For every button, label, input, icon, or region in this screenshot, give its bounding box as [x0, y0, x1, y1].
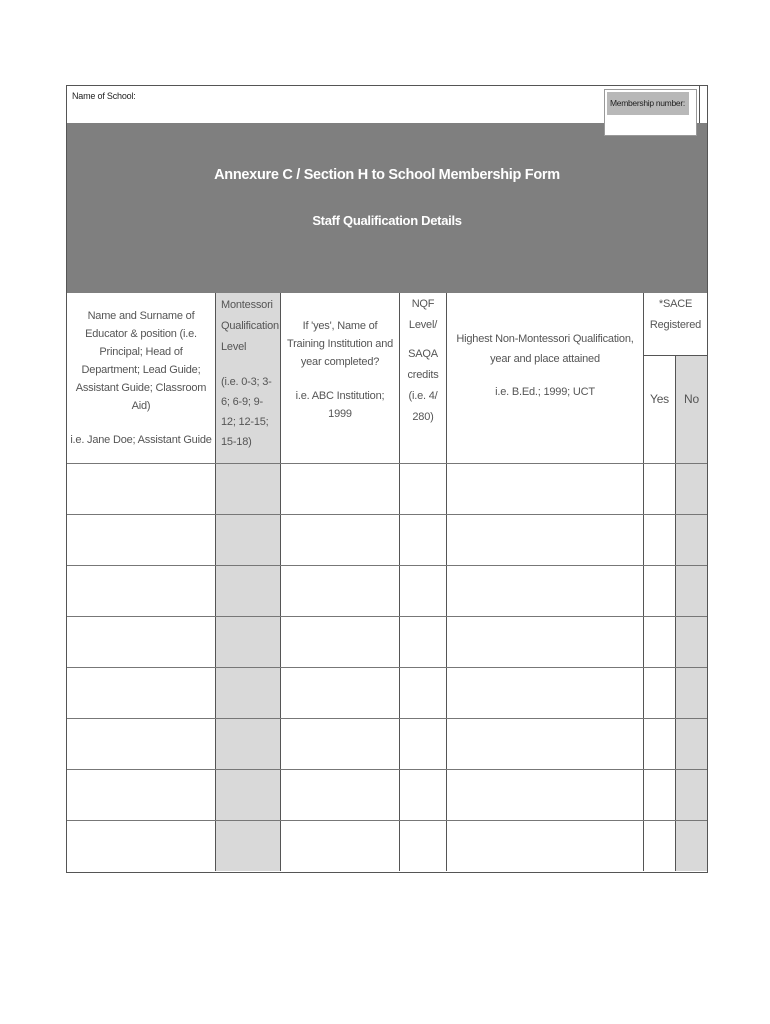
- cell-sace-yes[interactable]: [644, 515, 676, 565]
- cell-montessori-level[interactable]: [216, 770, 281, 820]
- header-sace-yes: [644, 356, 676, 463]
- header-training-institution-text: If 'yes', Name of Training Institution and year completed?: [286, 320, 394, 368]
- cell-highest-qualification[interactable]: [447, 821, 644, 871]
- cell-nqf-level[interactable]: [400, 617, 447, 667]
- cell-training-institution[interactable]: [281, 617, 400, 667]
- header-sace-registered: [644, 293, 707, 463]
- table-row: [67, 514, 707, 565]
- cell-nqf-level[interactable]: [400, 668, 447, 718]
- header-highest-qualification-text: Highest Non-Montessori Qualification, year and place attained: [456, 333, 634, 365]
- table-row: [67, 616, 707, 667]
- cell-training-institution[interactable]: [281, 770, 400, 820]
- cell-sace-yes[interactable]: [644, 566, 676, 616]
- cell-educator-name[interactable]: [67, 617, 216, 667]
- header-educator-name-example: i.e. Jane Doe; Assistant Guide: [70, 434, 212, 446]
- table-row: [67, 769, 707, 820]
- header-nqf-level: [400, 293, 447, 463]
- header-nqf-level-example: SAQA credits (i.e. 4/ 280): [407, 348, 439, 423]
- cell-sace-no[interactable]: [676, 515, 707, 565]
- cell-sace-yes[interactable]: [644, 770, 676, 820]
- school-name-label: Name of School:: [72, 91, 136, 101]
- header-sace-title: [644, 293, 707, 356]
- topbar-divider: [699, 86, 700, 123]
- cell-sace-yes[interactable]: [644, 464, 676, 514]
- cell-educator-name[interactable]: [67, 515, 216, 565]
- cell-highest-qualification[interactable]: [447, 719, 644, 769]
- cell-sace-no[interactable]: [676, 566, 707, 616]
- membership-number-label: Membership number:: [607, 92, 689, 115]
- cell-nqf-level[interactable]: [400, 821, 447, 871]
- header-highest-qualification-example: i.e. B.Ed.; 1999; UCT: [495, 386, 595, 398]
- cell-educator-name[interactable]: [67, 770, 216, 820]
- cell-nqf-level[interactable]: [400, 515, 447, 565]
- cell-sace-yes[interactable]: [644, 617, 676, 667]
- cell-nqf-level[interactable]: [400, 719, 447, 769]
- header-training-institution-example: i.e. ABC Institution; 1999: [295, 390, 385, 420]
- cell-sace-yes[interactable]: [644, 821, 676, 871]
- cell-montessori-level[interactable]: [216, 566, 281, 616]
- cell-sace-no[interactable]: [676, 770, 707, 820]
- cell-sace-no[interactable]: [676, 617, 707, 667]
- cell-highest-qualification[interactable]: [447, 617, 644, 667]
- header-montessori-level: [216, 293, 281, 463]
- cell-sace-yes[interactable]: [644, 668, 676, 718]
- table-row: [67, 565, 707, 616]
- header-montessori-level-text: Montessori Qualification Level: [221, 299, 279, 353]
- cell-highest-qualification[interactable]: [447, 770, 644, 820]
- form-banner: [67, 123, 707, 293]
- cell-educator-name[interactable]: [67, 719, 216, 769]
- header-montessori-level-example: (i.e. 0-3; 3-6; 6-9; 9-12; 12-15; 15-18): [221, 376, 272, 448]
- form-subtitle: Staff Qualification Details: [312, 213, 462, 228]
- cell-montessori-level[interactable]: [216, 668, 281, 718]
- header-sace-yes-text: Yes: [650, 392, 669, 406]
- cell-highest-qualification[interactable]: [447, 515, 644, 565]
- table-row: [67, 820, 707, 871]
- table-row: [67, 718, 707, 769]
- cell-highest-qualification[interactable]: [447, 464, 644, 514]
- cell-montessori-level[interactable]: [216, 515, 281, 565]
- table-row: [67, 667, 707, 718]
- header-educator-name: [67, 293, 216, 463]
- cell-montessori-level[interactable]: [216, 821, 281, 871]
- cell-educator-name[interactable]: [67, 821, 216, 871]
- cell-nqf-level[interactable]: [400, 464, 447, 514]
- membership-number-box[interactable]: [604, 89, 697, 136]
- cell-montessori-level[interactable]: [216, 464, 281, 514]
- cell-training-institution[interactable]: [281, 719, 400, 769]
- cell-highest-qualification[interactable]: [447, 668, 644, 718]
- header-educator-name-text: Name and Surname of Educator & position (i.e. Principal; Head of Department; Lead Guide; Assistant Guide; Classroom Aid): [75, 310, 207, 412]
- cell-educator-name[interactable]: [67, 668, 216, 718]
- header-sace-title-text: *SACE Registered: [649, 298, 702, 331]
- cell-sace-no[interactable]: [676, 464, 707, 514]
- cell-sace-no[interactable]: [676, 821, 707, 871]
- cell-educator-name[interactable]: [67, 566, 216, 616]
- cell-educator-name[interactable]: [67, 464, 216, 514]
- form-title: Annexure C / Section H to School Membership Form: [214, 167, 560, 183]
- header-highest-qualification: [447, 293, 644, 463]
- cell-training-institution[interactable]: [281, 566, 400, 616]
- cell-nqf-level[interactable]: [400, 566, 447, 616]
- table-row: [67, 463, 707, 514]
- header-training-institution: [281, 293, 400, 463]
- cell-highest-qualification[interactable]: [447, 566, 644, 616]
- cell-sace-yes[interactable]: [644, 719, 676, 769]
- cell-training-institution[interactable]: [281, 464, 400, 514]
- header-sace-no-text: No: [684, 392, 699, 406]
- cell-training-institution[interactable]: [281, 821, 400, 871]
- cell-sace-no[interactable]: [676, 668, 707, 718]
- cell-montessori-level[interactable]: [216, 617, 281, 667]
- header-sace-no: [676, 356, 707, 463]
- header-nqf-level-text: NQF Level/: [408, 298, 438, 331]
- cell-montessori-level[interactable]: [216, 719, 281, 769]
- cell-training-institution[interactable]: [281, 668, 400, 718]
- cell-nqf-level[interactable]: [400, 770, 447, 820]
- cell-training-institution[interactable]: [281, 515, 400, 565]
- cell-sace-no[interactable]: [676, 719, 707, 769]
- staff-qualification-form: [66, 85, 708, 873]
